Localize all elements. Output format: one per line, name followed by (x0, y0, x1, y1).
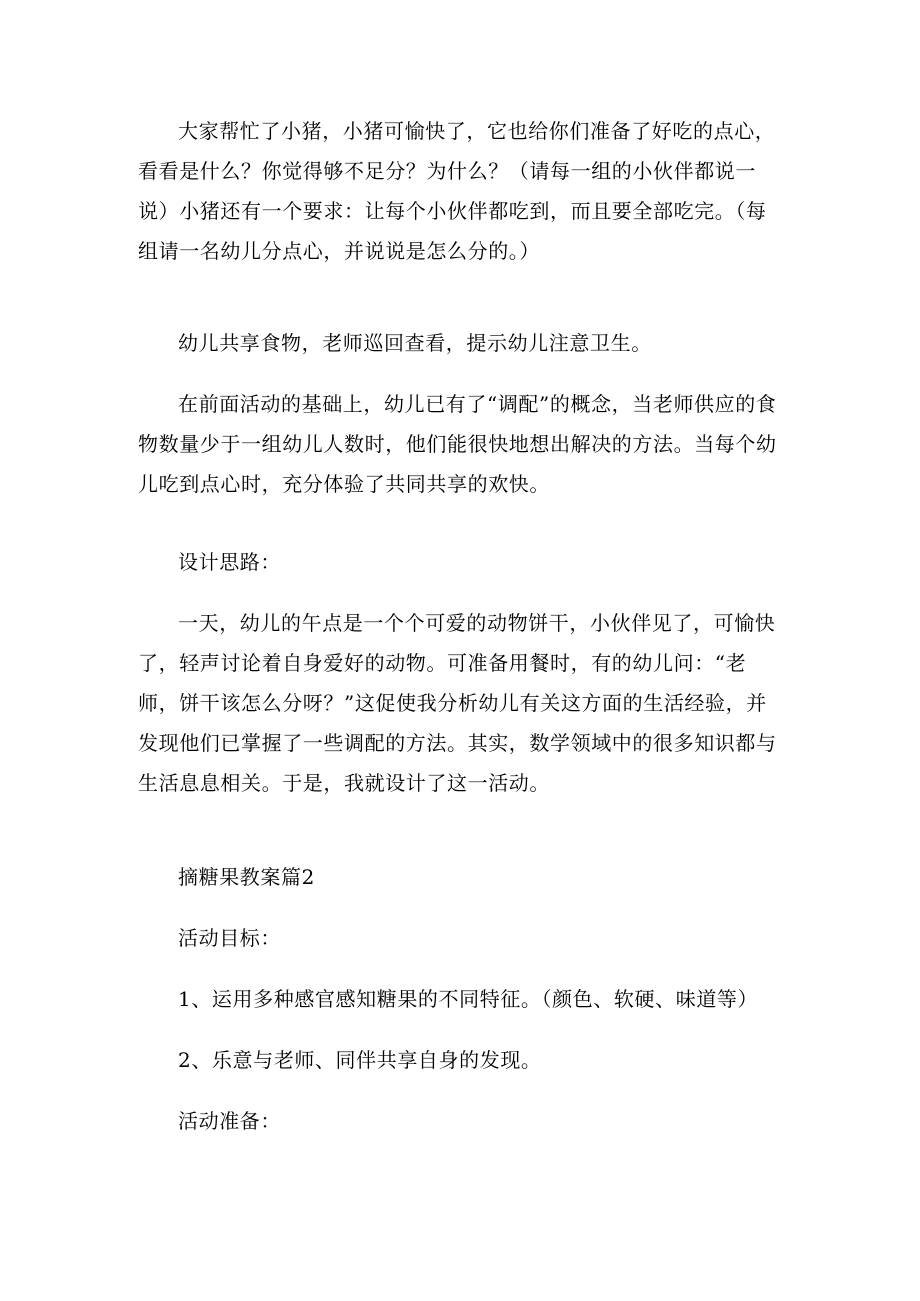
goal-item-2: 2、乐意与老师、同伴共享自身的发现。 (178, 1048, 542, 1072)
goal-item-1: 1、运用多种感官感知糖果的不同特征。（颜色、软硬、味道等） (178, 987, 759, 1011)
paragraph-piglet-snack: 大家帮忙了小猪，小猪可愉快了，它也给你们准备了好吃的点心，看看是什么？你觉得够不足分？为什么？（请每一组的小伙伴都说一说）小猪还有一个要求：让每个小伙伴都吃到，而且要全部吃完。（每组请一名幼儿分点心，并说说是怎么分的。） (138, 119, 776, 263)
paragraph-sharing-food: 幼儿共享食物，老师巡回查看，提示幼儿注意卫生。 (178, 331, 652, 355)
heading-lesson-plan-2: 摘糖果教案篇2 (178, 865, 315, 889)
paragraph-distribution-concept: 在前面活动的基础上，幼儿已有了“调配”的概念，当老师供应的食物数量少于一组幼儿人数时，他们能很快地想出解决的方法。当每个幼儿吃到点心时，充分体验了共同共享的欢快。 (138, 392, 777, 496)
paragraph-design-story: 一天，幼儿的午点是一个个可爱的动物饼干，小伙伴见了，可愉快了，轻声讨论着自身爱好的动物。可准备用餐时，有的幼儿问：“老师，饼干该怎么分呀？”这促使我分析幼儿有关这方面的生活经验，并发现他们已掌握了一些调配的方法。其实，数学领域中的很多知识都与生活息息相关。于是，我就设计了这一活动。 (138, 611, 777, 795)
heading-activity-preparation: 活动准备： (178, 1109, 281, 1133)
heading-activity-goals: 活动目标： (178, 926, 281, 950)
heading-design-idea: 设计思路： (178, 550, 281, 574)
